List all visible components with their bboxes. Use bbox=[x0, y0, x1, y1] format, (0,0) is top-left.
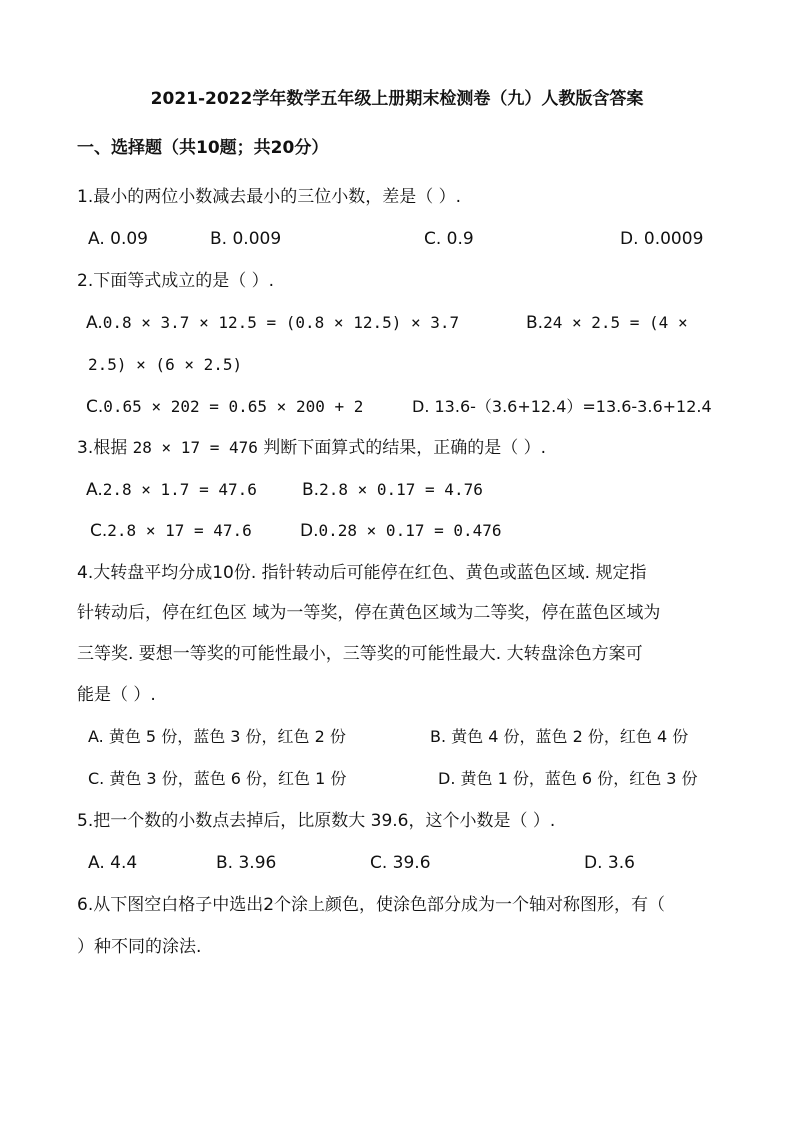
q3-stem bbox=[77, 437, 546, 459]
q4-option-d: D. 黄色 1 份，蓝色 6 份，红色 3 份 bbox=[438, 769, 698, 788]
q6-stem-line-2: ）种不同的涂法. bbox=[77, 937, 202, 957]
q3-option-a-label: A. bbox=[86, 480, 103, 500]
q3-option-c bbox=[90, 520, 252, 542]
q1-option-d: D. 0.0009 bbox=[620, 229, 704, 249]
q5-stem: 5.把一个数的小数点去掉后，比原数大 39.6，这个小数是（ ）. bbox=[77, 811, 556, 831]
q2-option-a-label: A. bbox=[86, 313, 103, 333]
q1-option-b: B. 0.009 bbox=[210, 229, 282, 249]
q4-option-b: B. 黄色 4 份，蓝色 2 份，红色 4 份 bbox=[430, 727, 689, 746]
q3-stem-post: 判断下面算式的结果，正确的是（ ）. bbox=[263, 438, 547, 458]
q3-option-d-label: D. bbox=[300, 521, 319, 541]
q3-option-b-expr: 2.8 × 0.17 = 4.76 bbox=[319, 480, 483, 499]
q4-stem-line-4: 能是（ ）. bbox=[77, 685, 156, 705]
q3-option-d bbox=[300, 520, 502, 542]
q2-option-c bbox=[86, 396, 363, 418]
q5-option-c: C. 39.6 bbox=[370, 853, 431, 873]
q3-stem-pre: 3.根据 bbox=[77, 438, 128, 458]
q2-option-b-expr-1: 24 × 2.5 = (4 × bbox=[543, 313, 688, 332]
q4-stem-line-2: 针转动后，停在红色区 域为一等奖，停在黄色区域为二等奖，停在蓝色区域为 bbox=[77, 603, 661, 623]
q2-option-a-expr: 0.8 × 3.7 × 12.5 = (0.8 × 12.5) × 3.7 bbox=[102, 313, 460, 332]
q6-stem-line-1: 6.从下图空白格子中选出2个涂上颜色，使涂色部分成为一个轴对称图形，有（ bbox=[77, 895, 666, 915]
q3-option-b-label: B. bbox=[302, 480, 320, 500]
q2-option-c-label: C. bbox=[86, 397, 104, 417]
q4-option-a: A. 黄色 5 份，蓝色 3 份，红色 2 份 bbox=[88, 727, 346, 746]
page-title: 2021-2022学年数学五年级上册期末检测卷（九）人教版含答案 bbox=[150, 89, 644, 109]
q3-option-c-expr: 2.8 × 17 = 47.6 bbox=[107, 521, 252, 540]
q3-option-a bbox=[86, 479, 257, 501]
q2-option-a bbox=[86, 312, 459, 334]
q2-option-b-label: B. bbox=[526, 313, 544, 333]
q3-option-d-expr: 0.28 × 0.17 = 0.476 bbox=[318, 521, 502, 540]
q4-stem-line-1: 4.大转盘平均分成10份. 指针转动后可能停在红色、黄色或蓝色区域. 规定指 bbox=[77, 563, 647, 583]
section-heading: 一、选择题（共10题；共20分） bbox=[77, 138, 329, 158]
q1-option-a: A. 0.09 bbox=[88, 229, 148, 249]
q3-option-b bbox=[302, 479, 483, 501]
q2-option-b bbox=[526, 312, 688, 334]
q5-option-d: D. 3.6 bbox=[584, 853, 635, 873]
q5-option-b: B. 3.96 bbox=[216, 853, 277, 873]
q3-option-a-expr: 2.8 × 1.7 = 47.6 bbox=[102, 480, 257, 499]
q4-option-c: C. 黄色 3 份，蓝色 6 份，红色 1 份 bbox=[88, 769, 347, 788]
q1-option-c: C. 0.9 bbox=[424, 229, 474, 249]
q3-stem-expr: 28 × 17 = 476 bbox=[132, 438, 258, 457]
q2-option-c-expr: 0.65 × 202 = 0.65 × 200 + 2 bbox=[103, 397, 364, 416]
q3-option-c-label: C. bbox=[90, 521, 108, 541]
q2-stem: 2.下面等式成立的是（ ）. bbox=[77, 271, 275, 291]
q5-option-a: A. 4.4 bbox=[88, 853, 138, 873]
q1-stem: 1.最小的两位小数减去最小的三位小数，差是（ ）. bbox=[77, 187, 462, 207]
q2-option-d: D. 13.6-（3.6+12.4）=13.6-3.6+12.4 bbox=[412, 397, 712, 416]
q2-option-b-expr-2: 2.5) × (6 × 2.5) bbox=[88, 355, 243, 374]
q4-stem-line-3: 三等奖. 要想一等奖的可能性最小，三等奖的可能性最大. 大转盘涂色方案可 bbox=[77, 644, 643, 664]
